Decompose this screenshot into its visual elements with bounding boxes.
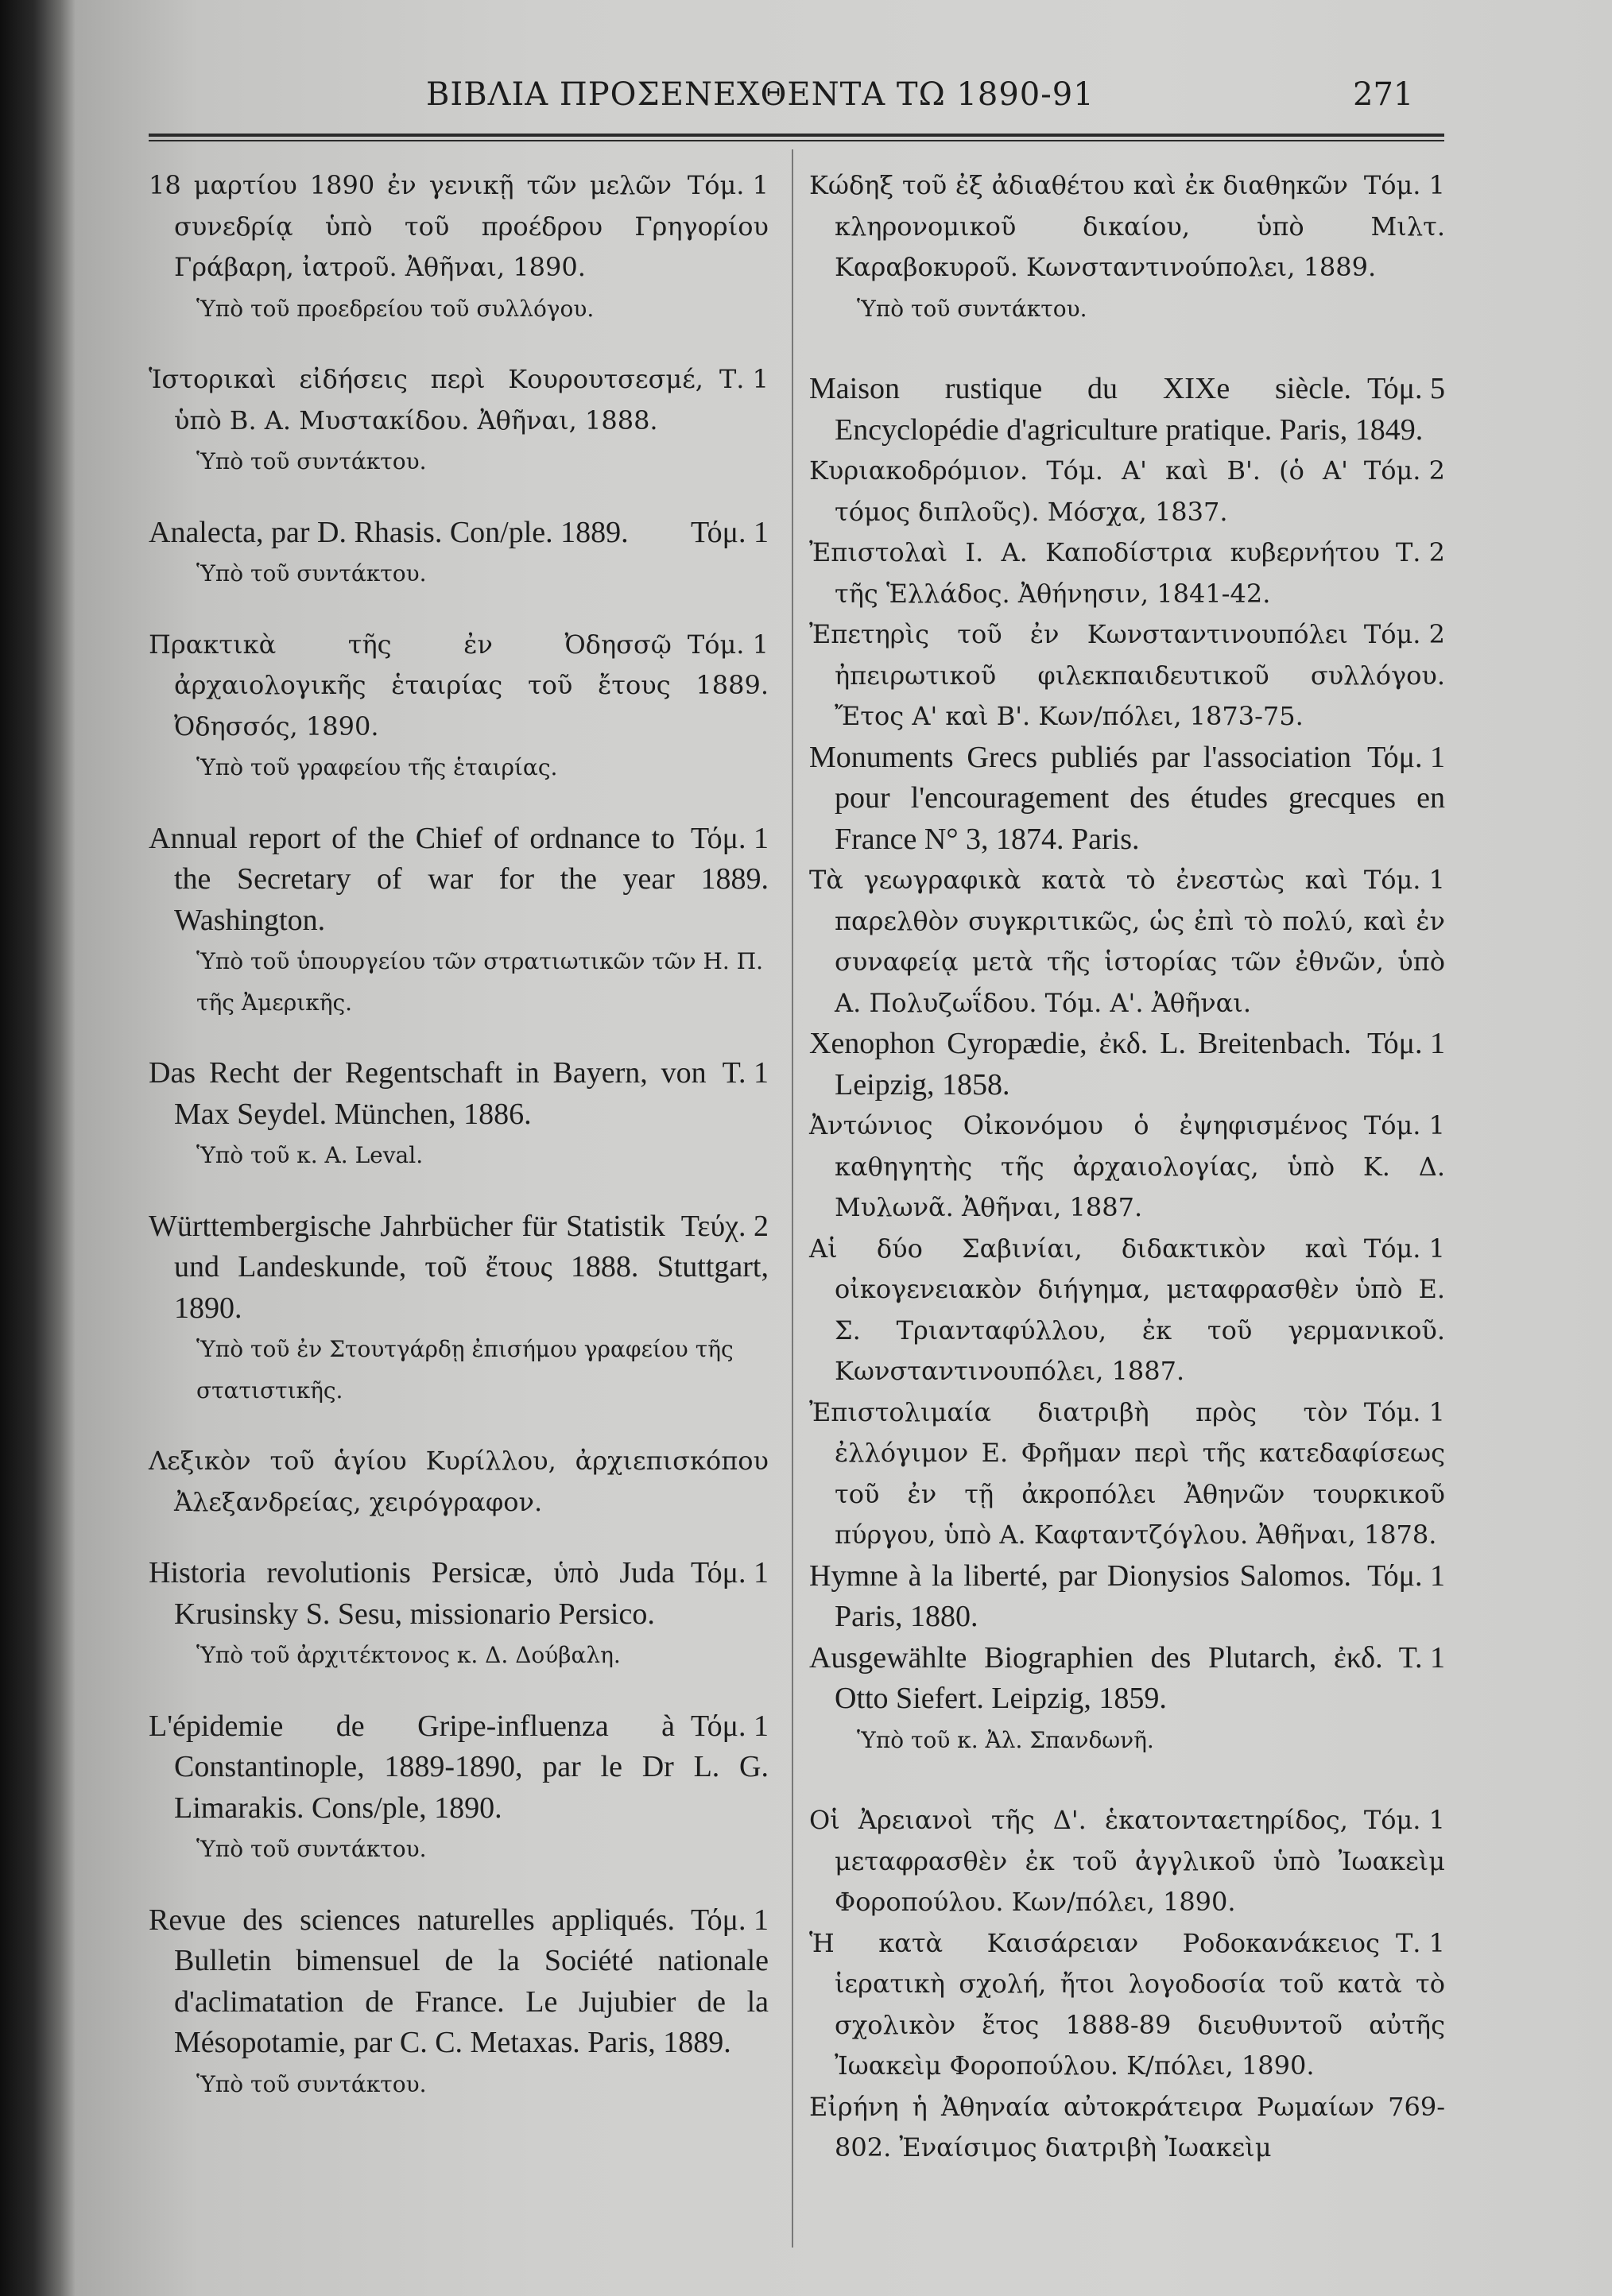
volume-count: Τ. 1 bbox=[1398, 1640, 1445, 1675]
column-divider bbox=[792, 149, 793, 2248]
running-head: ΒΙΒΛΙΑ ΠΡΟΣΕΝΕΧΘΕΝΤΑ ΤΩ 1890-91 bbox=[426, 76, 1095, 113]
catalog-entry bbox=[149, 819, 769, 1024]
entry-text: Ausgewählte Biographien des Plutarch, ἐκδ. Otto Siefert. Leipzig, 1859. bbox=[809, 1640, 1383, 1715]
entry-text: Ἱστορικαὶ εἰδήσεις περὶ Κουρουτσεσμέ, ὑπὸ Β. Α. Μυστακίδου. Ἀθῆναι, 1888. bbox=[149, 364, 703, 436]
catalog-entry bbox=[149, 165, 769, 329]
entry-title bbox=[809, 1556, 1445, 1638]
entry-title bbox=[149, 625, 769, 748]
entry-title bbox=[809, 738, 1445, 861]
donor-line: Ὑπὸ τοῦ ὑπουργείου τῶν στρατιωτικῶν τῶν Η. Π. τῆς Ἀμερικῆς. bbox=[196, 948, 764, 1016]
entry-title bbox=[149, 1900, 769, 2064]
entry-title bbox=[809, 1229, 1445, 1392]
entry-text: Hymne à la liberté, par Dionysios Salomos. Paris, 1880. bbox=[809, 1558, 1352, 1633]
entry-title bbox=[149, 1053, 769, 1135]
entry-text: Εἰρήνη ἡ Ἀθηναία αὐτοκράτειρα Ρωμαίων 769-802. Ἐναίσιμος διατριβὴ Ἰωακεὶμ bbox=[809, 2091, 1445, 2162]
volume-count: Τόμ. 1 bbox=[691, 821, 769, 855]
entry-text: 18 μαρτίου 1890 ἐν γενικῇ τῶν μελῶν συνεδρίᾳ ὑπὸ τοῦ προέδρου Γρηγορίου Γράβαρη, ἰατροῦ. Ἀθῆναι, 1890. bbox=[149, 170, 769, 282]
entry-title bbox=[809, 2087, 1445, 2169]
entry-title bbox=[809, 532, 1445, 614]
entry-text: Analecta, par D. Rhasis. Con/ple. 1889. bbox=[149, 515, 629, 549]
volume-count: Τόμ. 1 bbox=[1367, 1558, 1445, 1593]
book-gutter-shadow bbox=[0, 0, 76, 2296]
volume-count: Τ. 1 bbox=[719, 364, 769, 394]
entry-text: Württembergische Jahrbücher für Statistik und Landeskunde, τοῦ ἔτους 1888. Stuttgart, 1890. bbox=[149, 1209, 769, 1325]
entry-text: Xenophon Cyropædie, ἐκδ. L. Breitenbach. Leipzig, 1858. bbox=[809, 1027, 1352, 1102]
entry-title bbox=[809, 1105, 1445, 1229]
catalog-entry bbox=[809, 369, 1445, 451]
entry-text: Maison rustique du XIXe siècle. Encyclopédie d'agriculture pratique. Paris, 1849. bbox=[809, 372, 1424, 447]
volume-count: Τόμ. 1 bbox=[1363, 865, 1445, 895]
volume-count: Τόμ. 1 bbox=[687, 170, 769, 200]
catalog-entry bbox=[149, 359, 769, 482]
header-rule-thin bbox=[149, 140, 1444, 141]
right-column bbox=[809, 165, 1445, 2169]
donor-line: Ὑπὸ τοῦ κ. Ἀλ. Σπανδωνῆ. bbox=[857, 1726, 1154, 1753]
donor-line: Ὑπὸ τοῦ ἀρχιτέκτονος κ. Δ. Δούβαλη. bbox=[196, 1642, 621, 1668]
volume-count: Τ. 2 bbox=[1395, 537, 1445, 567]
entry-title bbox=[149, 1553, 769, 1635]
entry-text: Monuments Grecs publiés par l'association pour l'encouragement des études grecques en France N° 3, 1874. Paris. bbox=[809, 740, 1445, 856]
entry-title bbox=[809, 1392, 1445, 1556]
catalog-entry bbox=[809, 165, 1445, 329]
entry-title bbox=[809, 165, 1445, 288]
entry-title bbox=[809, 860, 1445, 1024]
donor-line: Ὑπὸ τοῦ γραφείου τῆς ἑταιρίας. bbox=[196, 754, 558, 780]
volume-count: Τόμ. 1 bbox=[1367, 740, 1445, 774]
donor-line: Ὑπὸ τοῦ προεδρείου τοῦ συλλόγου. bbox=[196, 295, 595, 322]
volume-count: Τόμ. 1 bbox=[1363, 1110, 1445, 1140]
donor-line: Ὑπὸ τοῦ συντάκτου. bbox=[196, 560, 427, 587]
volume-count: Τόμ. 1 bbox=[1363, 1396, 1445, 1427]
entry-title bbox=[809, 1923, 1445, 2087]
catalog-entry bbox=[809, 1800, 1445, 1923]
entry-text: Das Recht der Regentschaft in Bayern, von Max Seydel. München, 1886. bbox=[149, 1056, 707, 1131]
entry-title bbox=[149, 359, 769, 441]
entry-text: Ἐπιστολιμαία διατριβὴ πρὸς τὸν ἐλλόγιμον Ε. Φρῆμαν περὶ τῆς κατεδαφίσεως τοῦ ἐν τῇ ἀκροπόλει Ἀθηνῶν τουρκικοῦ πύργου, ὑπὸ Α. Καφταντζόγλου. Ἀθῆναι, 1878. bbox=[809, 1396, 1445, 1550]
volume-count: Τόμ. 2 bbox=[1363, 455, 1445, 486]
volume-count: Τόμ. 1 bbox=[687, 629, 769, 660]
entry-text: Αἱ δύο Σαβινίαι, διδακτικὸν καὶ οἰκογενειακὸν διήγημα, μεταφρασθὲν ὑπὸ Ε. Σ. Τριανταφύλλου, ἐκ τοῦ γερμανικοῦ. Κωνσταντινουπόλει, 1887. bbox=[809, 1233, 1445, 1386]
entry-title bbox=[809, 1800, 1445, 1923]
catalog-entry bbox=[809, 860, 1445, 1024]
header-rule bbox=[149, 134, 1444, 137]
donor-line: Ὑπὸ τοῦ συντάκτου. bbox=[196, 1836, 427, 1862]
catalog-entry bbox=[149, 1900, 769, 2105]
page-number: 271 bbox=[1353, 76, 1414, 113]
entry-text: L'épidemie de Gripe-influenza à Constantinople, 1889-1890, par le Dr L. G. Limarakis. Cons/ple, 1890. bbox=[149, 1709, 769, 1825]
volume-count: Τόμ. 1 bbox=[1367, 1027, 1445, 1060]
donor-line: Ὑπὸ τοῦ κ. A. Leval. bbox=[196, 1142, 424, 1168]
catalog-entry bbox=[809, 1392, 1445, 1556]
catalog-entry bbox=[809, 1024, 1445, 1105]
catalog-entry bbox=[809, 2087, 1445, 2169]
catalog-entry bbox=[809, 451, 1445, 532]
catalog-entry bbox=[149, 1053, 769, 1176]
catalog-entry bbox=[149, 1441, 769, 1523]
catalog-entry bbox=[149, 513, 769, 594]
entry-text: Πρακτικὰ τῆς ἐν Ὀδησσῷ ἀρχαιολογικῆς ἑταιρίας τοῦ ἔτους 1889. Ὀδησσός, 1890. bbox=[149, 629, 769, 741]
volume-count: Τόμ. 2 bbox=[1363, 619, 1445, 649]
volume-count: Τόμ. 1 bbox=[1363, 170, 1445, 200]
entry-text: Κώδηξ τοῦ ἐξ ἀδιαθέτου καὶ ἐκ διαθηκῶν κληρονομικοῦ δικαίου, ὑπὸ Μιλτ. Καραβοκυροῦ. Κωνσταντινούπολει, 1889. bbox=[809, 170, 1445, 282]
entry-title bbox=[809, 614, 1445, 738]
entry-text: Revue des sciences naturelles appliqués. Bulletin bimensuel de la Société nationale d'aclimatation de France. Le Jujubier de la Mésopotamie, par C. C. Metaxas. Paris, 1889. bbox=[149, 1903, 769, 2059]
left-column bbox=[149, 165, 769, 2135]
catalog-entry bbox=[149, 625, 769, 788]
catalog-entry bbox=[809, 532, 1445, 614]
catalog-entry bbox=[149, 1553, 769, 1676]
catalog-entry bbox=[149, 1206, 769, 1411]
volume-count: Τόμ. 1 bbox=[1363, 1805, 1445, 1835]
catalog-entry bbox=[809, 1638, 1445, 1761]
entry-text: Ἀντώνιος Οἰκονόμου ὁ ἐψηφισμένος καθηγητὴς τῆς ἀρχαιολογίας, ὑπὸ Κ. Δ. Μυλωνᾶ. Ἀθῆναι, 1887. bbox=[809, 1110, 1445, 1222]
entry-text: Κυριακοδρόμιον. Τόμ. Α' καὶ Β'. (ὁ Α' τόμος διπλοῦς). Μόσχα, 1837. bbox=[809, 455, 1348, 527]
volume-count: Τ. 1 bbox=[1395, 1927, 1445, 1958]
entry-text: Historia revolutionis Persicæ, ὑπὸ Juda Krusinsky S. Sesu, missionario Persico. bbox=[149, 1556, 676, 1631]
entry-title bbox=[149, 819, 769, 942]
donor-line: Ὑπὸ τοῦ συντάκτου. bbox=[857, 295, 1087, 322]
donor-line: Ὑπὸ τοῦ ἐν Στουτγάρδῃ ἐπισήμου γραφείου τῆς στατιστικῆς. bbox=[196, 1336, 734, 1404]
catalog-entry bbox=[809, 1105, 1445, 1229]
catalog-entry bbox=[149, 1706, 769, 1870]
entry-title bbox=[809, 369, 1445, 451]
donor-line: Ὑπὸ τοῦ συντάκτου. bbox=[196, 2070, 427, 2097]
entry-title bbox=[149, 1206, 769, 1330]
entry-title bbox=[149, 1441, 769, 1523]
entry-text: Τὰ γεωγραφικὰ κατὰ τὸ ἐνεστὼς καὶ παρελθὸν συγκριτικῶς, ὡς ἐπὶ τὸ πολύ, καὶ ἐν συναφείᾳ μετὰ τῆς ἱστορίας τῶν ἐθνῶν, ὑπὸ Α. Πολυζωΐδου. Τόμ. Α'. Ἀθῆναι. bbox=[809, 865, 1445, 1018]
volume-count: Τόμ. 1 bbox=[691, 1903, 769, 1937]
entry-title bbox=[809, 451, 1445, 532]
entry-title bbox=[149, 513, 769, 554]
catalog-entry bbox=[809, 1556, 1445, 1638]
entry-title bbox=[149, 1706, 769, 1829]
volume-count: Τ. 1 bbox=[722, 1056, 769, 1090]
catalog-entry bbox=[809, 738, 1445, 861]
entry-text: Annual report of the Chief of ordnance to the Secretary of war for the year 1889. Washington. bbox=[149, 821, 769, 937]
entry-title bbox=[809, 1638, 1445, 1720]
entry-title bbox=[809, 1024, 1445, 1105]
catalog-entry bbox=[809, 1229, 1445, 1392]
volume-count: Τόμ. 1 bbox=[691, 1709, 769, 1743]
entry-text: Ἐπετηρὶς τοῦ ἐν Κωνσταντινουπόλει ἠπειρωτικοῦ φιλεκπαιδευτικοῦ συλλόγου. Ἔτος Α' καὶ Β'. Κων/πόλει, 1873-75. bbox=[809, 619, 1445, 731]
catalog-entry bbox=[809, 614, 1445, 738]
entry-title bbox=[149, 165, 769, 288]
volume-count: Τόμ. 5 bbox=[1367, 372, 1445, 405]
volume-count: Τεύχ. 2 bbox=[680, 1209, 769, 1243]
entry-text: Ἐπιστολαὶ Ι. Α. Καποδίστρια κυβερνήτου τῆς Ἑλλάδος. Ἀθήνησιν, 1841-42. bbox=[809, 537, 1380, 609]
entry-text: Οἱ Ἀρειανοὶ τῆς Δ'. ἑκατονταετηρίδος, μεταφρασθὲν ἐκ τοῦ ἀγγλικοῦ ὑπὸ Ἰωακεὶμ Φοροπούλου. Κων/πόλει, 1890. bbox=[809, 1805, 1445, 1917]
entry-text: Λεξικὸν τοῦ ἁγίου Κυρίλλου, ἀρχιεπισκόπου Ἀλεξανδρείας, χειρόγραφον. bbox=[149, 1446, 769, 1517]
donor-line: Ὑπὸ τοῦ συντάκτου. bbox=[196, 448, 427, 474]
volume-count: Τόμ. 1 bbox=[691, 1556, 769, 1589]
entry-text: Ἡ κατὰ Καισάρειαν Ροδοκανάκειος ἱερατικὴ σχολή, ἤτοι λογοδοσία τοῦ κατὰ τὸ σχολικὸν ἔτος 1888-89 διευθυντοῦ αὐτῆς Ἰωακεὶμ Φοροπούλου. Κ/πόλει, 1890. bbox=[809, 1927, 1445, 2081]
volume-count: Τόμ. 1 bbox=[691, 515, 769, 549]
volume-count: Τόμ. 1 bbox=[1363, 1233, 1445, 1264]
catalog-entry bbox=[809, 1923, 1445, 2087]
